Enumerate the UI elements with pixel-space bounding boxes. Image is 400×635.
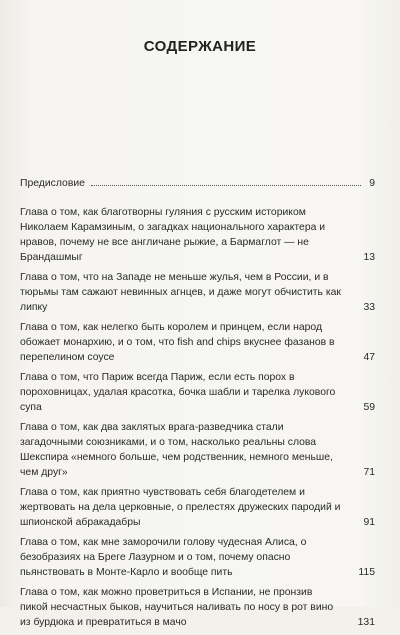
toc-entry-text: Предисловие <box>20 178 85 189</box>
toc-entry <box>20 176 375 191</box>
toc-page-number: 59 <box>363 402 375 413</box>
page-title: СОДЕРЖАНИЕ <box>143 38 257 55</box>
toc-entry-text: Глава о том, как можно проветриться в Испании, не пронзив пикой несчастных быков, научиться наливать по носу в рот вино из бурдюка и превратиться в мачо <box>20 587 334 628</box>
toc-page-number: 9 <box>369 178 375 189</box>
toc-page-number: 131 <box>357 617 375 628</box>
toc-page-number: 13 <box>363 252 375 263</box>
toc-page-number: 71 <box>363 467 375 478</box>
toc-entry <box>20 585 375 630</box>
toc-entry-text: Глава о том, как мне заморочили голову чудесная Алиса, о безобразиях на Бреге Лазурном и о том, почему опасно пьянствовать в Монте-Карло и вообще пить <box>20 537 307 578</box>
leader-dots <box>91 185 361 186</box>
toc-entry-text: Глава о том, как два заклятых врага-разведчика стали загадочными союзниками, и о том, насколько реальны слова Шекспира «немного больше, чем родственник, немного меньше, чем друг» <box>20 422 333 478</box>
toc-entry <box>20 485 375 530</box>
toc-entry <box>20 205 375 265</box>
toc-entry-text: Глава о том, что Париж всегда Париж, если есть порох в пороховницах, удалая красотка, бочка шабли и тарелка лукового супа <box>20 372 336 413</box>
toc-page-number: 33 <box>363 302 375 313</box>
toc-entry-text: Глава о том, как приятно чувствовать себя благодетелем и жертвовать на дела церковные, о прелестях дружеских пародий и шпионской абракадабры <box>20 487 341 528</box>
toc-page-number: 47 <box>363 352 375 363</box>
toc-page-number: 91 <box>363 517 375 528</box>
toc-page-number: 115 <box>358 567 375 578</box>
toc-entry <box>20 270 375 315</box>
toc-entry <box>20 535 375 580</box>
toc-entry <box>20 370 375 415</box>
toc-entry <box>20 320 375 365</box>
toc-entry-text: Глава о том, что на Западе не меньше жулья, чем в России, и в тюрьмы там сажают невинных агнцев, и даже могут обчистить как липку <box>20 272 341 313</box>
toc-entry-text: Глава о том, как благотворны гуляния с русским историком Николаем Карамзиным, о загадках национального характера и нравов, почему не все англичане рыжие, а Бармаглот — не Брандашмыг <box>20 207 326 263</box>
toc-entry-text: Глава о том, как нелегко быть королем и принцем, если народ обожает монархию, и о том, что fish and chips вкуснее фазанов в перепелином соусе <box>20 322 335 363</box>
toc-entry <box>20 420 375 480</box>
table-of-contents <box>20 176 375 635</box>
